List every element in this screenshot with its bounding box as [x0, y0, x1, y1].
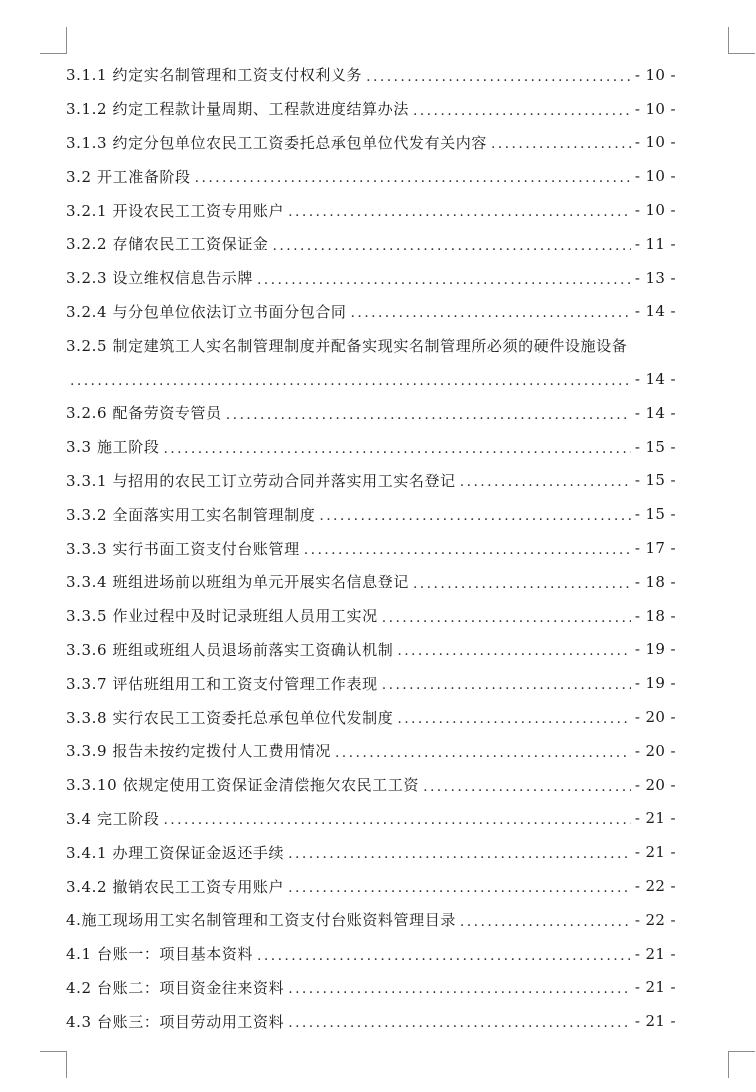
toc-entry[interactable]: [66, 92, 676, 126]
toc-dot-leader: [163, 812, 630, 828]
toc-dot-leader: [423, 779, 631, 795]
toc-entry-title: 4.2 台账二：项目资金往来资料: [66, 978, 285, 997]
toc-dot-leader: [413, 103, 631, 119]
toc-dot-leader: [397, 643, 630, 659]
toc-entry[interactable]: [66, 328, 676, 362]
toc-page-number: - 15 -: [634, 505, 676, 524]
toc-dot-leader: [288, 880, 631, 896]
toc-page-number: - 10 -: [634, 201, 676, 220]
toc-dot-leader: [382, 677, 631, 693]
toc-entry[interactable]: [66, 227, 676, 261]
page-corner-mark-top-left: [40, 27, 67, 54]
toc-dot-leader: [319, 508, 630, 524]
toc-entry[interactable]: [66, 58, 676, 92]
toc-entry-title: 3.1.3 约定分包单位农民工工资委托总承包单位代发有关内容: [66, 133, 487, 152]
toc-dot-leader: [257, 272, 631, 288]
page-corner-mark-top-right: [728, 27, 755, 54]
toc-dot-leader: [460, 914, 631, 930]
toc-entry-title: 3.3.5 作业过程中及时记录班组人员用工实况: [66, 607, 378, 626]
toc-page-number: - 21 -: [634, 809, 676, 828]
toc-entry-title: 3.3.9 报告未按约定拨付人工费用情况: [66, 742, 331, 761]
toc-entry-title: 4.3 台账三：项目劳动用工资料: [66, 1012, 285, 1031]
toc-dot-leader: [351, 305, 631, 321]
toc-dot-leader: [491, 136, 631, 152]
toc-dot-leader: [288, 846, 631, 862]
page-corner-mark-bottom-right: [728, 1051, 755, 1078]
toc-entry-title: 3.2.3 设立维权信息告示牌: [66, 269, 253, 288]
toc-entry-title: 3.2.2 存储农民工工资保证金: [66, 235, 269, 254]
toc-entry[interactable]: [66, 666, 676, 700]
toc-entry-title: 3.3.3 实行书面工资支付台账管理: [66, 539, 300, 558]
toc-entry-title: 3.3 施工阶段: [66, 438, 160, 457]
toc-page-number: - 20 -: [634, 775, 676, 794]
toc-entry-title: 3.4.1 办理工资保证金返还手续: [66, 843, 285, 862]
toc-dot-leader: [195, 170, 631, 186]
toc-page-number: - 13 -: [634, 268, 676, 287]
toc-entry[interactable]: [66, 835, 676, 869]
toc-page-number: - 18 -: [634, 572, 676, 591]
toc-entry-title: 3.3.8 实行农民工工资委托总承包单位代发制度: [66, 708, 394, 727]
toc-entry[interactable]: [66, 159, 676, 193]
toc-dot-leader: [413, 576, 631, 592]
toc-page-number: - 18 -: [634, 606, 676, 625]
toc-entry-title: 3.3.7 评估班组用工和工资支付管理工作表现: [66, 674, 378, 693]
toc-page-number: - 15 -: [634, 471, 676, 490]
toc-page-number: - 20 -: [634, 708, 676, 727]
toc-dot-leader: [273, 238, 631, 254]
toc-page-number: - 15 -: [634, 437, 676, 456]
toc-entry-title: 3.4.2 撤销农民工工资专用账户: [66, 877, 285, 896]
toc-page-number: - 20 -: [634, 741, 676, 760]
toc-page-number: - 11 -: [634, 234, 676, 253]
toc-entry-title: 3.1.1 约定实名制管理和工资支付权利义务: [66, 66, 363, 85]
toc-dot-leader: [304, 542, 631, 558]
toc-entry-continuation[interactable]: [66, 362, 676, 396]
toc-entry[interactable]: [66, 971, 676, 1005]
toc-page-number: - 17 -: [634, 539, 676, 558]
toc-entry-title: 3.3.4 班组进场前以班组为单元开展实名信息登记: [66, 573, 409, 592]
toc-entry-title: 3.3.1 与招用的农民工订立劳动合同并落实用工实名登记: [66, 471, 456, 490]
toc-page-number: - 21 -: [634, 978, 676, 997]
toc-dot-leader: [226, 407, 631, 423]
toc-dot-leader: [257, 948, 631, 964]
toc-entry[interactable]: [66, 633, 676, 667]
toc-entry[interactable]: [66, 396, 676, 430]
toc-page-number: - 21 -: [634, 1012, 676, 1031]
toc-page-number: - 10 -: [634, 133, 676, 152]
toc-page-number: - 21 -: [634, 944, 676, 963]
toc-page-number: - 14 -: [634, 302, 676, 321]
toc-entry[interactable]: [66, 126, 676, 160]
toc-page-number: - 21 -: [634, 843, 676, 862]
toc-entry[interactable]: [66, 430, 676, 464]
table-of-contents: [66, 58, 676, 1038]
toc-page-number: - 10 -: [634, 167, 676, 186]
toc-entry[interactable]: [66, 768, 676, 802]
toc-page-number: - 22 -: [634, 877, 676, 896]
toc-entry[interactable]: [66, 1004, 676, 1038]
toc-entry[interactable]: [66, 497, 676, 531]
toc-entry[interactable]: [66, 869, 676, 903]
toc-entry-title: 3.2.1 开设农民工工资专用账户: [66, 201, 285, 220]
toc-page-number: - 14 -: [634, 370, 676, 389]
toc-entry-title: 3.3.10 依规定使用工资保证金清偿拖欠农民工工资: [66, 776, 420, 795]
toc-entry[interactable]: [66, 565, 676, 599]
toc-dot-leader: [288, 1015, 631, 1031]
toc-entry[interactable]: [66, 295, 676, 329]
toc-entry-title: 3.3.6 班组或班组人员退场前落实工资确认机制: [66, 640, 394, 659]
toc-page-number: - 10 -: [634, 65, 676, 84]
toc-dot-leader: [382, 610, 631, 626]
toc-entry[interactable]: [66, 903, 676, 937]
toc-entry-title: 3.2.4 与分包单位依法订立书面分包合同: [66, 302, 347, 321]
toc-entry[interactable]: [66, 464, 676, 498]
toc-entry[interactable]: [66, 937, 676, 971]
toc-page-number: - 19 -: [634, 674, 676, 693]
toc-page-number: - 14 -: [634, 403, 676, 422]
toc-entry[interactable]: [66, 261, 676, 295]
toc-dot-leader: [288, 204, 631, 220]
toc-entry[interactable]: [66, 193, 676, 227]
toc-entry-title: 3.2 开工准备阶段: [66, 167, 191, 186]
toc-dot-leader: [460, 474, 631, 490]
toc-entry-title: 3.4 完工阶段: [66, 809, 160, 828]
toc-dot-leader: [335, 745, 631, 761]
toc-entry-title: 4.施工现场用工实名制管理和工资支付台账资料管理目录: [66, 911, 456, 930]
toc-dot-leader: [70, 373, 631, 389]
toc-dot-leader: [366, 69, 631, 85]
toc-entry[interactable]: [66, 599, 676, 633]
toc-entry[interactable]: [66, 700, 676, 734]
toc-page-number: - 22 -: [634, 910, 676, 929]
toc-page-number: - 10 -: [634, 99, 676, 118]
toc-entry[interactable]: [66, 531, 676, 565]
toc-entry[interactable]: [66, 734, 676, 768]
toc-entry-title: 3.3.2 全面落实用工实名制管理制度: [66, 505, 316, 524]
toc-entry-title: 3.2.6 配备劳资专管员: [66, 404, 222, 423]
toc-dot-leader: [163, 441, 630, 457]
toc-entry-title: 3.2.5 制定建筑工人实名制管理制度并配备实现实名制管理所必须的硬件设施设备: [66, 336, 628, 355]
toc-page-number: - 19 -: [634, 640, 676, 659]
toc-dot-leader: [288, 981, 631, 997]
page-corner-mark-bottom-left: [40, 1051, 67, 1078]
toc-dot-leader: [397, 711, 630, 727]
toc-entry[interactable]: [66, 802, 676, 836]
toc-entry-title: 4.1 台账一：项目基本资料: [66, 945, 254, 964]
toc-entry-title: 3.1.2 约定工程款计量周期、工程款进度结算办法: [66, 100, 409, 119]
